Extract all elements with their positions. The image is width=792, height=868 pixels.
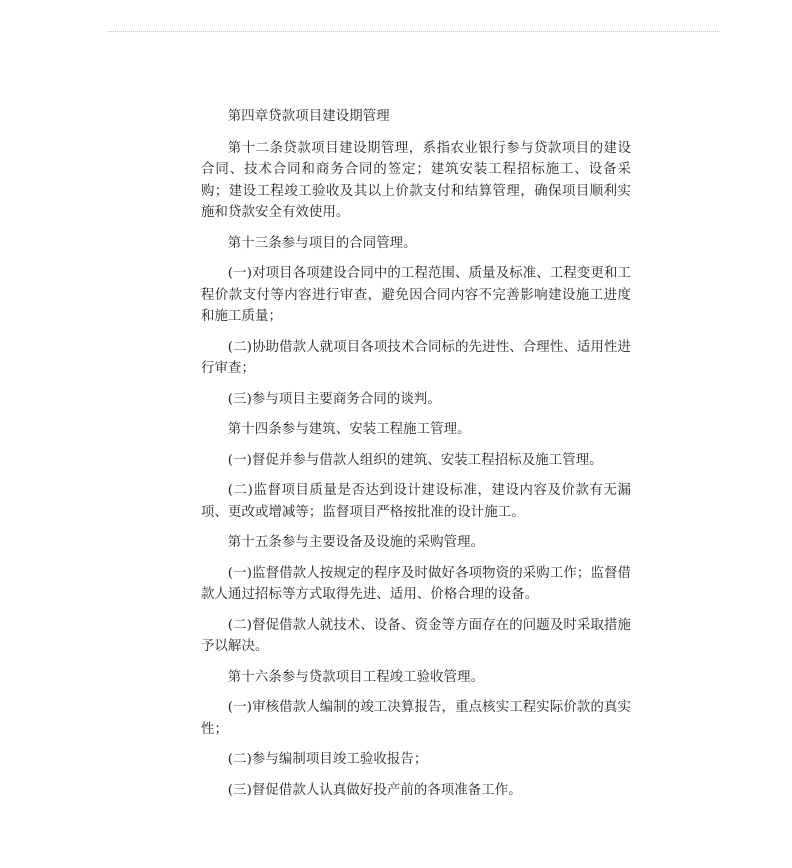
- chapter-title: 第四章贷款项目建设期管理: [227, 109, 390, 124]
- paragraph-item: (一)对项目各项建设合同中的工程范围、质量及标准、工程变更和工程价款支付等内容进行审查，避免因合同内容不完善影响建设施工进度和施工质量；: [201, 266, 631, 324]
- paragraph-item: (三)参与项目主要商务合同的谈判。: [227, 391, 441, 407]
- header-divider: [108, 31, 720, 32]
- paragraph-article-14: 第十四条参与建筑、安装工程施工管理。: [227, 422, 471, 437]
- paragraph-article-15: 第十五条参与主要设备及设施的采购管理。: [227, 535, 485, 550]
- paragraph-article-16: 第十六条参与贷款项目工程竣工验收管理。: [227, 669, 485, 685]
- paragraph-item: (二)参与编制项目竣工验收报告；: [227, 752, 428, 767]
- paragraph-item: (二)监督项目质量是否达到设计建设标准，建设内容及价款有无漏项、更改或增减等；监督项目严格按批准的设计施工。: [201, 483, 631, 520]
- paragraph-item: (一)审核借款人编制的竣工决算报告，重点核实工程实际价款的真实性；: [201, 700, 631, 737]
- paragraph-article-13: 第十三条参与项目的合同管理。: [227, 235, 417, 251]
- document-body: [201, 106, 631, 810]
- paragraph-item: (二)督促借款人就技术、设备、资金等方面存在的问题及时采取措施予以解决。: [201, 617, 631, 654]
- paragraph-item: (一)督促并参与借款人组织的建筑、安装工程招标及施工管理。: [227, 452, 603, 468]
- paragraph-article-12: 第十二条贷款项目建设期管理，系指农业银行参与贷款项目的建设合同、技术合同和商务合同的签定；建筑安装工程招标施工、设备采购；建设工程竣工验收及其以上价款支付和结算管理，确保项目顺利实施和贷款安全有效使用。: [201, 140, 631, 220]
- paragraph-item: (一)监督借款人按规定的程序及时做好各项物资的采购工作；监督借款人通过招标等方式取得先进、适用、价格合理的设备。: [201, 565, 631, 602]
- paragraph-item: (三)督促借款人认真做好投产前的各项准备工作。: [227, 782, 522, 798]
- paragraph-item: (二)协助借款人就项目各项技术合同标的先进性、合理性、适用性进行审查；: [201, 339, 631, 376]
